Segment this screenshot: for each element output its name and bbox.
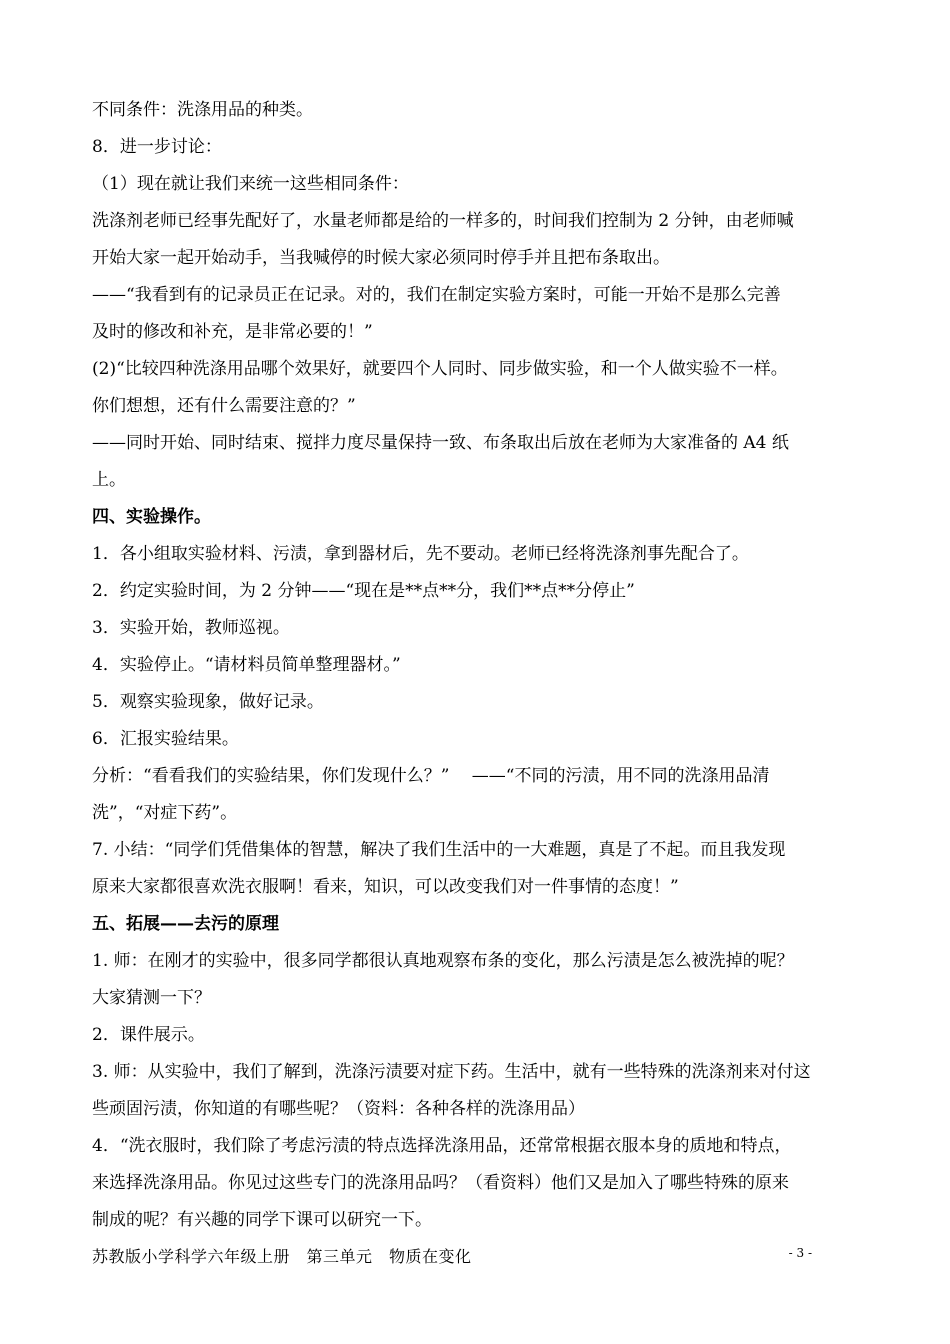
text-line: 上。	[92, 470, 126, 490]
text-line: 2．约定实验时间，为 2 分钟——“现在是**点**分，我们**点**分停止”	[92, 581, 635, 601]
section-heading: 五、拓展——去污的原理	[92, 914, 279, 934]
text-line: 3. 师：从实验中，我们了解到，洗涤污渍要对症下药。生活中，就有一些特殊的洗涤剂来对付这	[92, 1062, 811, 1082]
page-footer	[92, 1244, 862, 1268]
text-line: 3．实验开始，教师巡视。	[92, 618, 290, 638]
text-line: ——同时开始、同时结束、搅拌力度尽量保持一致、布条取出后放在老师为大家准备的 A4 纸	[92, 433, 789, 453]
text-line: 原来大家都很喜欢洗衣服啊！看来，知识，可以改变我们对一件事情的态度！”	[92, 877, 679, 897]
text-line: 洗”，“对症下药”。	[92, 803, 238, 823]
text-line: （1）现在就让我们来统一这些相同条件：	[92, 174, 409, 194]
text-line: 8．进一步讨论：	[92, 137, 222, 157]
text-line: 1. 师：在刚才的实验中，很多同学都很认真地观察布条的变化，那么污渍是怎么被洗掉的呢？	[92, 951, 794, 971]
text-line: 洗涤剂老师已经事先配好了，水量老师都是给的一样多的，时间我们控制为 2 分钟，由老师喊	[92, 211, 794, 231]
document-body	[92, 92, 862, 1239]
text-line: 4．实验停止。“请材料员简单整理器材。”	[92, 655, 401, 675]
text-line: 大家猜测一下？	[92, 988, 211, 1008]
text-line: 1．各小组取实验材料、污渍，拿到器材后，先不要动。老师已经将洗涤剂事先配合了。	[92, 544, 749, 564]
text-line: 开始大家一起开始动手，当我喊停的时候大家必须同时停手并且把布条取出。	[92, 248, 670, 268]
text-line: 6．汇报实验结果。	[92, 729, 239, 749]
text-line: 些顽固污渍，你知道的有哪些呢？（资料：各种各样的洗涤用品）	[92, 1099, 585, 1119]
text-line: 4．“洗衣服时，我们除了考虑污渍的特点选择洗涤用品，还常常根据衣服本身的质地和特点，	[92, 1136, 792, 1156]
text-line: 来选择洗涤用品。你见过这些专门的洗涤用品吗？（看资料）他们又是加入了哪些特殊的原来	[92, 1173, 789, 1193]
text-line: 7. 小结：“同学们凭借集体的智慧，解决了我们生活中的一大难题，真是了不起。而且我发现	[92, 840, 786, 860]
text-line: 2．课件展示。	[92, 1025, 205, 1045]
text-line: 不同条件：洗涤用品的种类。	[92, 100, 313, 120]
text-line: (2)“比较四种洗涤用品哪个效果好，就要四个人同时、同步做实验，和一个人做实验不一样。	[92, 359, 788, 379]
section-heading: 四、实验操作。	[92, 507, 211, 527]
page-number: - 3 -	[788, 1246, 812, 1260]
text-line: 分析：“看看我们的实验结果，你们发现什么？” ——“不同的污渍，用不同的洗涤用品清	[92, 766, 770, 786]
text-line: 5．观察实验现象，做好记录。	[92, 692, 324, 712]
text-line: 及时的修改和补充，是非常必要的！”	[92, 322, 373, 342]
footer-title: 苏教版小学科学六年级上册 第三单元 物质在变化	[92, 1247, 472, 1266]
text-line: 制成的呢？有兴趣的同学下课可以研究一下。	[92, 1210, 432, 1230]
text-line: 你们想想，还有什么需要注意的？”	[92, 396, 356, 416]
text-line: ——“我看到有的记录员正在记录。对的，我们在制定实验方案时，可能一开始不是那么完善	[92, 285, 781, 305]
